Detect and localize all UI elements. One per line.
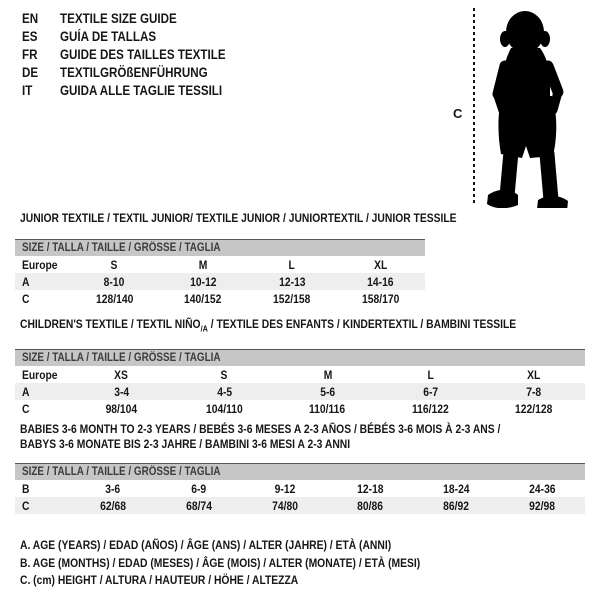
- age-cell-text: 14-16: [367, 274, 394, 289]
- age-cell-text: 7-8: [526, 384, 541, 399]
- age-cell: [499, 482, 585, 496]
- height-cell-text: 80/86: [357, 498, 384, 513]
- language-title: [60, 47, 253, 62]
- age-cell: [242, 482, 328, 496]
- language-row-en: [22, 9, 253, 27]
- language-code: [22, 47, 60, 62]
- age-cell: [156, 482, 242, 496]
- row-label: [15, 499, 70, 513]
- size-cell-text: XS: [114, 367, 129, 382]
- row-label: [15, 292, 70, 306]
- row-label-text: C: [22, 291, 30, 306]
- age-cell: [70, 385, 173, 399]
- age-cell: [159, 275, 248, 289]
- childrens-table-title-text: [20, 317, 516, 336]
- row-label-text: Europe: [22, 367, 58, 382]
- row-label-text: A: [22, 274, 30, 289]
- junior-table-title-text: JUNIOR TEXTILE / TEXTIL JUNIOR/ TEXTILE JUNIOR / JUNIORTEXTIL / JUNIOR TESSILE: [20, 211, 457, 225]
- language-code-text: EN: [22, 10, 39, 26]
- height-cell-text: 128/140: [95, 291, 134, 306]
- age-cell: [70, 482, 156, 496]
- size-cell: [70, 258, 159, 272]
- size-cell: [482, 368, 585, 382]
- language-title: [60, 83, 249, 98]
- height-label-c: C: [453, 106, 463, 121]
- age-cell: [70, 275, 159, 289]
- legend-line-a: [20, 537, 485, 555]
- age-cell: [248, 275, 337, 289]
- size-cell: [379, 368, 482, 382]
- size-cell: [173, 368, 276, 382]
- row-label-text: C: [22, 401, 30, 416]
- age-cell-text: 12-13: [278, 274, 306, 289]
- language-code: [22, 65, 60, 80]
- age-cell: [327, 482, 413, 496]
- size-cell-text: L: [288, 257, 296, 272]
- baby-silhouette: [478, 6, 574, 208]
- row-label: [15, 482, 70, 496]
- size-cell: [276, 368, 379, 382]
- height-cell-text: 104/110: [206, 401, 243, 416]
- age-cell-text: 3-4: [114, 384, 129, 399]
- age-cell-text: 10-12: [189, 274, 217, 289]
- age-cell-text: 3-6: [105, 481, 121, 496]
- height-cell-text: 122/128: [514, 401, 553, 416]
- height-cell-text: 116/122: [412, 401, 449, 416]
- language-row-es: [22, 27, 253, 45]
- table-row-height: [15, 497, 585, 514]
- height-cell: [70, 402, 173, 416]
- age-cell: [276, 385, 379, 399]
- childrens-table-title: [15, 317, 585, 336]
- language-title-text: GUIDA ALLE TAGLIE TESSILI: [60, 82, 223, 98]
- legend-line-b-text: B. AGE (MONTHS) / EDAD (MESES) / ÂGE (MOIS) / ALTER (MONATE) / ETÀ (MESI): [20, 555, 421, 570]
- size-cell: [70, 368, 173, 382]
- age-cell-text: 18-24: [443, 481, 470, 496]
- language-title-text: GUÍA DE TALLAS: [60, 28, 157, 44]
- title-subscript: /A: [200, 323, 208, 334]
- age-cell-text: 8-10: [104, 274, 125, 289]
- height-cell: [276, 402, 379, 416]
- row-label: [15, 402, 70, 416]
- row-label-text: Europe: [22, 257, 58, 272]
- size-cell-text: XL: [526, 367, 541, 382]
- row-label: [15, 368, 70, 382]
- age-cell: [336, 275, 425, 289]
- height-cell: [242, 499, 328, 513]
- height-cell: [173, 402, 276, 416]
- language-title: [60, 29, 172, 44]
- legend-line-c-text: C. (cm) HEIGHT / ALTURA / HAUTEUR / HÖHE / ALTEZZA: [20, 573, 299, 587]
- junior-textile-section: [15, 211, 457, 307]
- language-code-text: FR: [22, 46, 38, 62]
- row-label-text: A: [22, 384, 30, 399]
- height-cell-text: 68/74: [185, 498, 212, 513]
- height-cell: [327, 499, 413, 513]
- age-cell: [379, 385, 482, 399]
- size-cell: [248, 258, 337, 272]
- size-header-bar: [15, 463, 585, 480]
- size-cell: [336, 258, 425, 272]
- size-cell-text: XL: [374, 257, 388, 272]
- height-cell: [336, 292, 425, 306]
- language-title: [60, 11, 196, 26]
- language-code: [22, 11, 60, 26]
- height-cell: [159, 292, 248, 306]
- height-cell: [70, 499, 156, 513]
- babies-title-line1: BABIES 3-6 MONTH TO 2-3 YEARS / BEBÉS 3-6 MESES A 2-3 AÑOS / BÉBÉS 3-6 MOIS À 2-3 ANS /: [20, 422, 501, 436]
- size-cell-text: L: [427, 367, 434, 382]
- age-cell-text: 6-9: [191, 481, 207, 496]
- size-header-bar: [15, 349, 585, 366]
- age-cell: [482, 385, 585, 399]
- row-label: [15, 258, 70, 272]
- title-post: / TEXTILE DES ENFANTS / KINDERTEXTIL / BAMBINI TESSILE: [207, 317, 517, 331]
- height-measure-dashed-line: [473, 8, 475, 205]
- table-row-europe: [15, 256, 425, 273]
- height-cell-text: 98/104: [105, 401, 138, 416]
- language-code-text: DE: [22, 64, 39, 80]
- height-cell-text: 158/170: [361, 291, 400, 306]
- babies-table-title: [15, 422, 585, 452]
- babies-textile-section: [15, 422, 585, 514]
- language-code: [22, 83, 60, 98]
- height-cell: [482, 402, 585, 416]
- size-header-text: SIZE / TALLA / TAILLE / GRÖSSE / TAGLIA: [22, 466, 221, 478]
- row-label-text: B: [22, 481, 30, 496]
- table-row-europe: [15, 366, 585, 383]
- table-row-height: [15, 400, 585, 417]
- table-row-height: [15, 290, 425, 307]
- table-row-age: [15, 273, 425, 290]
- language-list: [22, 9, 253, 99]
- row-label-text: C: [22, 498, 30, 513]
- age-cell: [173, 385, 276, 399]
- age-cell-text: 6-7: [423, 384, 438, 399]
- size-cell-text: M: [198, 257, 208, 272]
- language-row-fr: [22, 45, 253, 63]
- size-header-bar: [15, 239, 425, 256]
- height-cell: [379, 402, 482, 416]
- height-cell: [499, 499, 585, 513]
- legend: [15, 537, 485, 590]
- height-cell-text: 152/158: [273, 291, 311, 306]
- age-cell-text: 5-6: [320, 384, 335, 399]
- language-title-text: TEXTILE SIZE GUIDE: [60, 10, 177, 26]
- size-cell: [159, 258, 248, 272]
- language-code-text: IT: [22, 82, 33, 98]
- height-cell-text: 140/152: [184, 291, 222, 306]
- legend-line-c: [20, 572, 485, 590]
- table-row-age-months: [15, 480, 585, 497]
- language-row-de: [22, 63, 253, 81]
- age-cell-text: 9-12: [274, 481, 295, 496]
- age-cell: [413, 482, 499, 496]
- height-cell-text: 86/92: [443, 498, 470, 513]
- height-cell: [248, 292, 337, 306]
- language-title-text: TEXTILGRÖßENFÜHRUNG: [60, 64, 208, 80]
- size-cell-text: S: [110, 257, 118, 272]
- babies-title-line2: BABYS 3-6 MONATE BIS 2-3 JAHRE / BAMBINI 3-6 MESI A 2-3 ANNI: [20, 437, 351, 451]
- height-cell-text: 110/116: [309, 401, 346, 416]
- height-cell: [156, 499, 242, 513]
- language-row-it: [22, 81, 253, 99]
- legend-line-b: [20, 555, 485, 573]
- height-cell: [413, 499, 499, 513]
- row-label: [15, 275, 70, 289]
- childrens-textile-section: [15, 317, 585, 417]
- size-header-text: SIZE / TALLA / TAILLE / GRÖSSE / TAGLIA: [22, 352, 221, 365]
- junior-table-title: [15, 211, 457, 226]
- height-cell-text: 92/98: [529, 498, 555, 513]
- language-title-text: GUIDE DES TAILLES TEXTILE: [60, 46, 226, 62]
- language-title: [60, 65, 232, 80]
- height-cell: [70, 292, 159, 306]
- title-pre: CHILDREN'S TEXTILE / TEXTIL NIÑO: [20, 317, 201, 331]
- language-code-text: ES: [22, 28, 38, 44]
- table-row-age: [15, 383, 585, 400]
- legend-line-a-text: A. AGE (YEARS) / EDAD (AÑOS) / ÂGE (ANS) / ALTER (JAHRE) / ETÀ (ANNI): [20, 538, 392, 552]
- row-label: [15, 385, 70, 399]
- age-cell-text: 24-36: [528, 481, 556, 496]
- size-cell-text: M: [323, 367, 332, 382]
- age-cell-text: 4-5: [217, 384, 232, 399]
- size-header-text: SIZE / TALLA / TAILLE / GRÖSSE / TAGLIA: [22, 242, 221, 254]
- height-cell-text: 74/80: [271, 498, 298, 513]
- age-cell-text: 12-18: [357, 481, 384, 496]
- language-code: [22, 29, 60, 44]
- height-cell-text: 62/68: [99, 498, 126, 513]
- size-cell-text: S: [221, 367, 228, 382]
